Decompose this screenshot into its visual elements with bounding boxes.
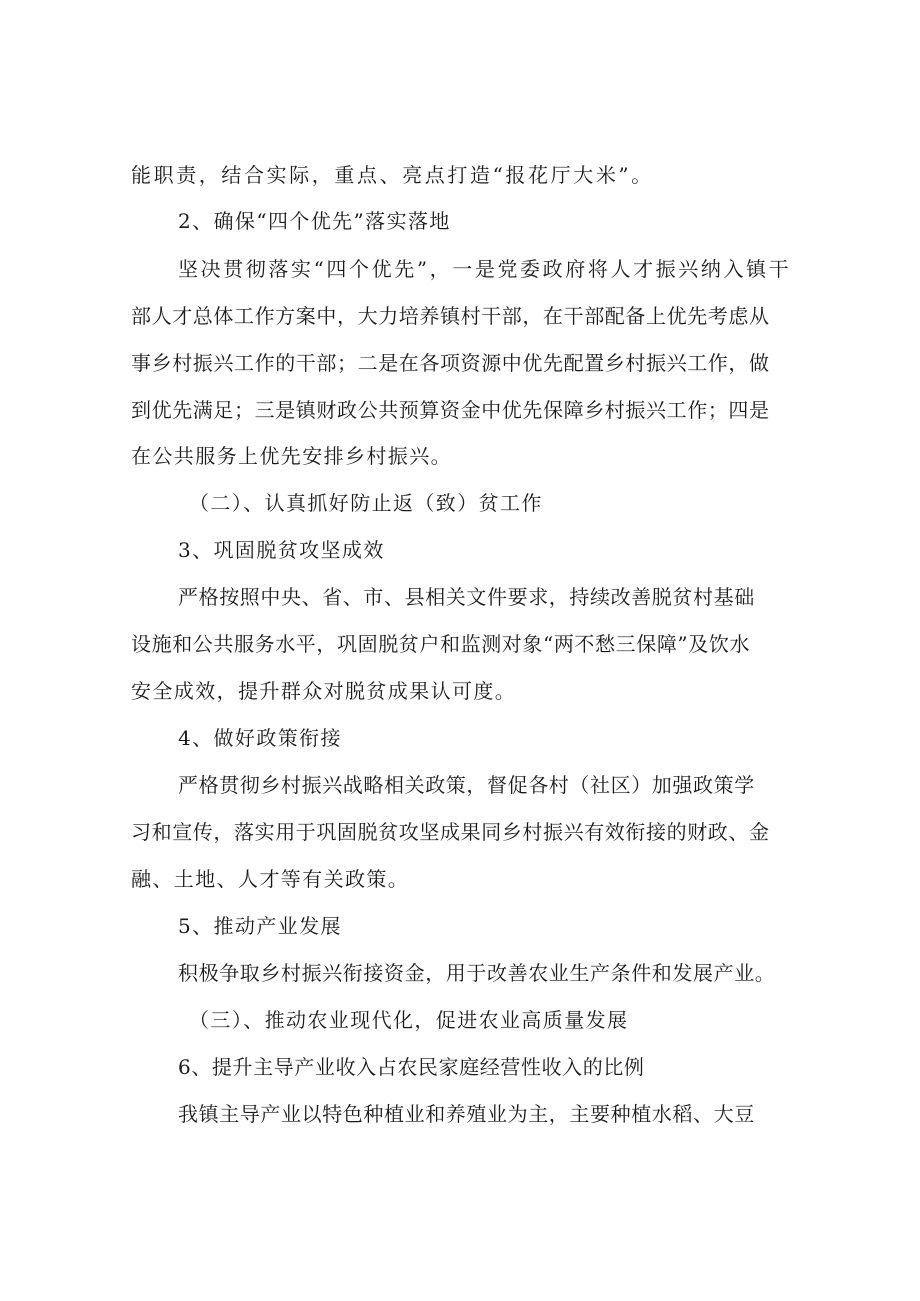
text-line-18: 积极争取乡村振兴衔接资金，用于改善农业生产条件和发展产业。: [178, 961, 776, 985]
text-line-14: 严格贯彻乡村振兴战略相关政策，督促各村（社区）加强政策学: [178, 773, 755, 797]
text-line-6: 到优先满足；三是镇财政公共预算资金中优先保障乡村振兴工作；四是: [131, 398, 770, 422]
text-line-21: 我镇主导产业以特色种植业和养殖业为主，主要种植水稻、大豆: [178, 1102, 755, 1126]
heading-3: 3、巩固脱贫攻坚成效: [178, 538, 385, 562]
text-line-16: 融、土地、人才等有关政策。: [131, 867, 410, 891]
text-line-10: 严格按照中央、省、市、县相关文件要求，持续改善脱贫村基础: [178, 585, 755, 609]
heading-section-3: （三）、推动农业现代化，促进农业高质量发展: [189, 1008, 629, 1032]
heading-4: 4、做好政策衔接: [178, 726, 342, 750]
text-line-5: 事乡村振兴工作的干部；二是在各项资源中优先配置乡村振兴工作，做: [131, 351, 770, 375]
text-line-3: 坚决贯彻落实“四个优先”，一是党委政府将人才振兴纳入镇干: [178, 257, 792, 281]
heading-6: 6、提升主导产业收入占农民家庭经营性收入的比例: [178, 1055, 645, 1079]
text-line-1: 能职责，结合实际，重点、亮点打造“报花厅大米”。: [131, 163, 654, 187]
heading-5: 5、推动产业发展: [178, 914, 342, 938]
text-line-15: 习和宣传，落实用于巩固脱贫攻坚成果同乡村振兴有效衔接的财政、金: [131, 820, 770, 844]
text-line-11: 设施和公共服务水平，巩固脱贫户和监测对象“两不愁三保障”及饮水: [131, 632, 751, 656]
heading-section-2: （二）、认真抓好防止返（致）贫工作: [189, 491, 543, 515]
text-line-12: 安全成效，提升群众对脱贫成果认可度。: [131, 679, 517, 703]
heading-2: 2、确保“四个优先”落实落地: [178, 209, 451, 233]
text-line-4: 部人才总体工作方案中，大力培养镇村干部，在干部配备上优先考虑从: [131, 304, 770, 328]
text-line-7: 在公共服务上优先安排乡村振兴。: [131, 444, 452, 468]
